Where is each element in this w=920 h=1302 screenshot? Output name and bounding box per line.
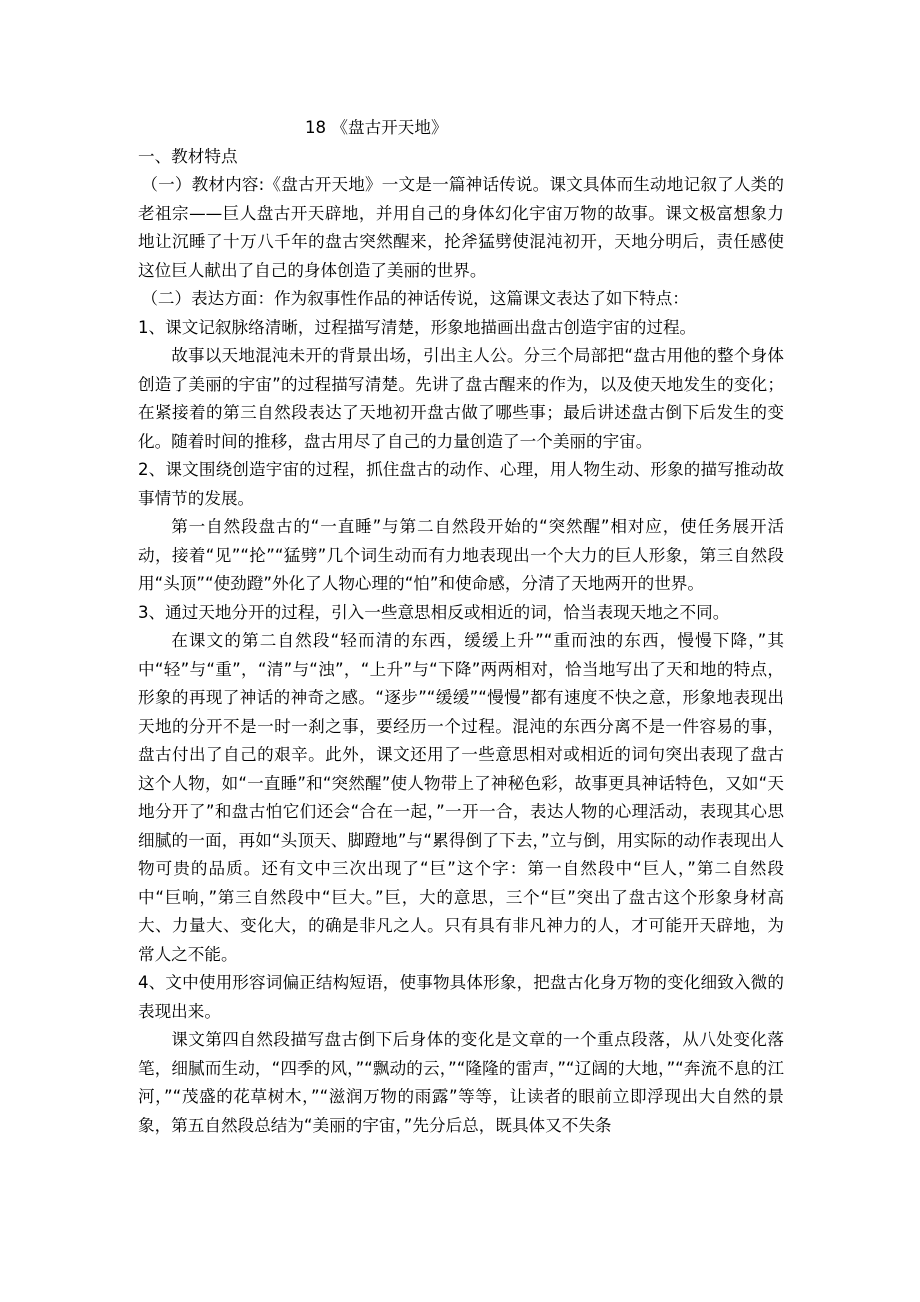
paragraph-1: 故事以天地混沌未开的背景出场，引出主人公。分三个局部把“盘古用他的整个身体创造了美丽的宇宙”的过程描写清楚。先讲了盘古醒来的作为，以及使天地发生的变化；在紧接着的第三自然段表达了天地初开盘古做了哪些事；最后讲述盘古倒下后发生的变化。随着时间的推移，盘古用尽了自己的力量创造了一个美丽的宇宙。 — [138, 346, 784, 451]
section-heading-features: 一、教材特点 — [138, 146, 238, 166]
point-4: 4、文中使用形容词偏正结构短语，使事物具体形象，把盘古化身万物的变化细致入微的表现出来。 — [138, 973, 784, 1021]
paragraph-4: 课文第四自然段描写盘古倒下后身体的变化是文章的一个重点段落，从八处变化落笔，细腻而生动，“四季的风，”“飘动的云，”“隆隆的雷声，”“辽阔的大地，”“奔流不息的江河，”“茂盛的花草树木，”“滋润万物的雨露”等等，让读者的眼前立即浮现出大自然的景象，第五自然段总结为“美丽的宇宙，”先分后总，既具体又不失条 — [138, 1030, 784, 1135]
document-body — [138, 114, 784, 1140]
point-1: 1、课文记叙脉络清晰，过程描写清楚，形象地描画出盘古创造宇宙的过程。 — [138, 317, 697, 337]
paragraph-2: 第一自然段盘古的“一直睡”与第二自然段开始的“突然醒”相对应，使任务展开活动，接着“见”“抡”“猛劈”几个词生动而有力地表现出一个大力的巨人形象，第三自然段用“头顶”“使劲蹬”外化了人物心理的“怕”和使命感，分清了天地两开的世界。 — [138, 517, 784, 593]
paragraph-3: 在课文的第二自然段“轻而清的东西，缓缓上升”“重而浊的东西，慢慢下降，”其中“轻”与“重”，“清”与“浊”，“上升”与“下降”两两相对，恰当地写出了天和地的特点，形象的再现了神话的神奇之感。“逐步”“缓缓”“慢慢”都有速度不快之意，形象地表现出天地的分开不是一时一刹之事，要经历一个过程。混沌的东西分离不是一件容易的事，盘古付出了自己的艰辛。此外，课文还用了一些意思相对或相近的词句突出表现了盘古这个人物，如“一直睡”和“突然醒”使人物带上了神秘色彩，故事更具神话特色，又如“天地分开了”和盘古怕它们还会“合在一起，”一开一合，表达人物的心理活动，表现其心思细腻的一面，再如“头顶天、脚蹬地”与“累得倒了下去，”立与倒，用实际的动作表现出人物可贵的品质。还有文中三次出现了“巨”这个字：第一自然段中“巨人，”第二自然段中“巨响，”第三自然段中“巨大。”巨，大的意思，三个“巨”突出了盘古这个形象身材高大、力量大、变化大，的确是非凡之人。只有具有非凡神力的人，才可能开天辟地，为常人之不能。 — [138, 631, 784, 964]
title-spacer — [138, 114, 784, 143]
point-2: 2、课文围绕创造宇宙的过程，抓住盘古的动作、心理，用人物生动、形象的描写推动故事情节的发展。 — [138, 460, 784, 508]
point-3: 3、通过天地分开的过程，引入一些意思相反或相近的词，恰当表现天地之不同。 — [138, 602, 730, 622]
subsection-expression: （二）表达方面：作为叙事性作品的神话传说，这篇课文表达了如下特点： — [141, 289, 689, 308]
document-title: 18 《盘古开天地》 — [305, 118, 448, 137]
subsection-content: （一）教材内容:《盘古开天地》一文是一篇神话传说。课文具体而生动地记叙了人类的老祖宗——巨人盘古开天辟地，并用自己的身体幻化宇宙万物的故事。课文极富想象力地让沉睡了十万八千年的盘古突然醒来，抡斧猛劈使混沌初开，天地分明后，责任感使这位巨人献出了自己的身体创造了美丽的世界。 — [138, 175, 784, 280]
